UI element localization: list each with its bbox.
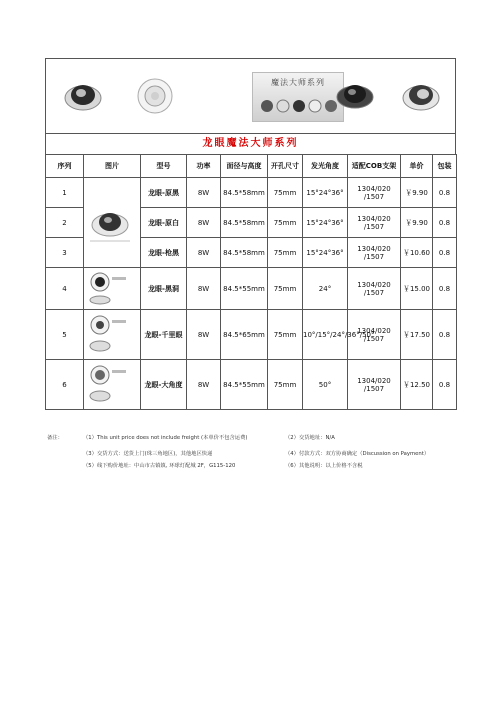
cell-pack: 0.8 bbox=[433, 360, 457, 410]
note-3: （3）交货方式：送货上门(珠三角地区)，其他地区快递 bbox=[83, 451, 213, 457]
cell-power: 8W bbox=[187, 268, 221, 310]
cell-model: 龙眼-枪黑 bbox=[141, 238, 187, 268]
series-title-banner bbox=[252, 72, 344, 122]
cell-cutout: 75mm bbox=[268, 238, 303, 268]
cell-angle: 15°24°36° bbox=[303, 178, 348, 208]
downlight-product-icon bbox=[84, 193, 140, 253]
cell-angle: 24° bbox=[303, 268, 348, 310]
cell-price: ￥15.00 bbox=[401, 268, 433, 310]
product-banner bbox=[45, 58, 456, 133]
downlight-product-icon bbox=[84, 269, 140, 309]
downlight-product-icon bbox=[332, 73, 378, 119]
banner-title-text: 魔法大师系列 bbox=[271, 78, 325, 87]
header-image: 图片 bbox=[84, 155, 141, 178]
cell-cutout: 75mm bbox=[268, 178, 303, 208]
cell-cob: 1304/020 /1507 bbox=[348, 178, 401, 208]
cell-size: 84.5*58mm bbox=[221, 208, 268, 238]
cell-power: 8W bbox=[187, 238, 221, 268]
table-header-row bbox=[46, 155, 457, 178]
header-power: 功率 bbox=[187, 155, 221, 178]
table-row bbox=[46, 178, 457, 208]
cell-image bbox=[84, 360, 141, 410]
cell-model: 龙眼-原白 bbox=[141, 208, 187, 238]
cell-power: 8W bbox=[187, 208, 221, 238]
header-cob: 适配COB支架 bbox=[348, 155, 401, 178]
cell-pack: 0.8 bbox=[433, 238, 457, 268]
cell-angle: 10°/15°/24°/36°/50° bbox=[303, 310, 348, 360]
cell-power: 8W bbox=[187, 178, 221, 208]
cell-model: 龙眼-大角度 bbox=[141, 360, 187, 410]
note-2: （2）交货地址：N/A bbox=[285, 435, 335, 441]
cell-pack: 0.8 bbox=[433, 310, 457, 360]
cell-cutout: 75mm bbox=[268, 310, 303, 360]
cell-size: 84.5*58mm bbox=[221, 178, 268, 208]
cell-price: ￥17.50 bbox=[401, 310, 433, 360]
cell-seq: 5 bbox=[46, 310, 84, 360]
header-price: 单价 bbox=[401, 155, 433, 178]
table-row bbox=[46, 268, 457, 310]
cell-model: 龙眼-原黑 bbox=[141, 178, 187, 208]
downlight-product-icon bbox=[132, 73, 178, 119]
note-6: （6）其他说明：以上价格不含税 bbox=[285, 463, 363, 469]
cell-power: 8W bbox=[187, 310, 221, 360]
downlight-product-icon bbox=[60, 73, 106, 119]
table-row bbox=[46, 360, 457, 410]
header-seq: 序列 bbox=[46, 155, 84, 178]
header-cutout: 开孔尺寸 bbox=[268, 155, 303, 178]
cell-power: 8W bbox=[187, 360, 221, 410]
series-title: 龙眼魔法大师系列 bbox=[45, 133, 456, 154]
table-row bbox=[46, 310, 457, 360]
cell-seq: 1 bbox=[46, 178, 84, 208]
cell-image bbox=[84, 268, 141, 310]
cell-pack: 0.8 bbox=[433, 208, 457, 238]
cell-size: 84.5*55mm bbox=[221, 360, 268, 410]
cell-price: ￥9.90 bbox=[401, 178, 433, 208]
price-table bbox=[45, 154, 457, 410]
cell-seq: 6 bbox=[46, 360, 84, 410]
header-pack: 包装 bbox=[433, 155, 457, 178]
price-sheet bbox=[45, 58, 456, 410]
header-angle: 发光角度 bbox=[303, 155, 348, 178]
cell-cob: 1304/020 /1507 bbox=[348, 360, 401, 410]
cell-model: 龙眼-黑洞 bbox=[141, 268, 187, 310]
note-4: （4）付款方式：双方协商确定（Discussion on Payment） bbox=[285, 451, 430, 457]
cell-size: 84.5*65mm bbox=[221, 310, 268, 360]
cell-cob: 1304/020 /1507 bbox=[348, 268, 401, 310]
cell-price: ￥12.50 bbox=[401, 360, 433, 410]
cell-angle: 15°24°36° bbox=[303, 238, 348, 268]
cell-price: ￥9.90 bbox=[401, 208, 433, 238]
cell-cob: 1304/020 /1507 bbox=[348, 208, 401, 238]
downlight-product-icon bbox=[84, 312, 140, 358]
downlight-product-icon bbox=[398, 73, 444, 119]
cell-size: 84.5*55mm bbox=[221, 268, 268, 310]
cell-pack: 0.8 bbox=[433, 268, 457, 310]
cell-cutout: 75mm bbox=[268, 268, 303, 310]
header-size: 面径与高度 bbox=[221, 155, 268, 178]
cell-pack: 0.8 bbox=[433, 178, 457, 208]
cell-model: 龙眼-千里眼 bbox=[141, 310, 187, 360]
notes-label: 备注： bbox=[47, 435, 63, 441]
cell-cob: 1304/020 /1507 bbox=[348, 310, 401, 360]
cell-size: 84.5*58mm bbox=[221, 238, 268, 268]
cell-seq: 4 bbox=[46, 268, 84, 310]
cell-seq: 3 bbox=[46, 238, 84, 268]
header-model: 型号 bbox=[141, 155, 187, 178]
cell-cob: 1304/020 /1507 bbox=[348, 238, 401, 268]
note-5: （5）线下购价地址：中山市古镇镇, 环球灯配城 2F，G115-120 bbox=[83, 463, 236, 469]
cell-price: ￥10.60 bbox=[401, 238, 433, 268]
cell-angle: 50° bbox=[303, 360, 348, 410]
downlight-product-icon bbox=[84, 362, 140, 408]
cell-cutout: 75mm bbox=[268, 208, 303, 238]
cell-cutout: 75mm bbox=[268, 360, 303, 410]
cell-angle: 15°24°36° bbox=[303, 208, 348, 238]
note-1: （1）This unit price does not include freight (本单价不包含运费) bbox=[83, 435, 248, 441]
cell-image-group bbox=[84, 178, 141, 268]
cell-seq: 2 bbox=[46, 208, 84, 238]
cell-image bbox=[84, 310, 141, 360]
